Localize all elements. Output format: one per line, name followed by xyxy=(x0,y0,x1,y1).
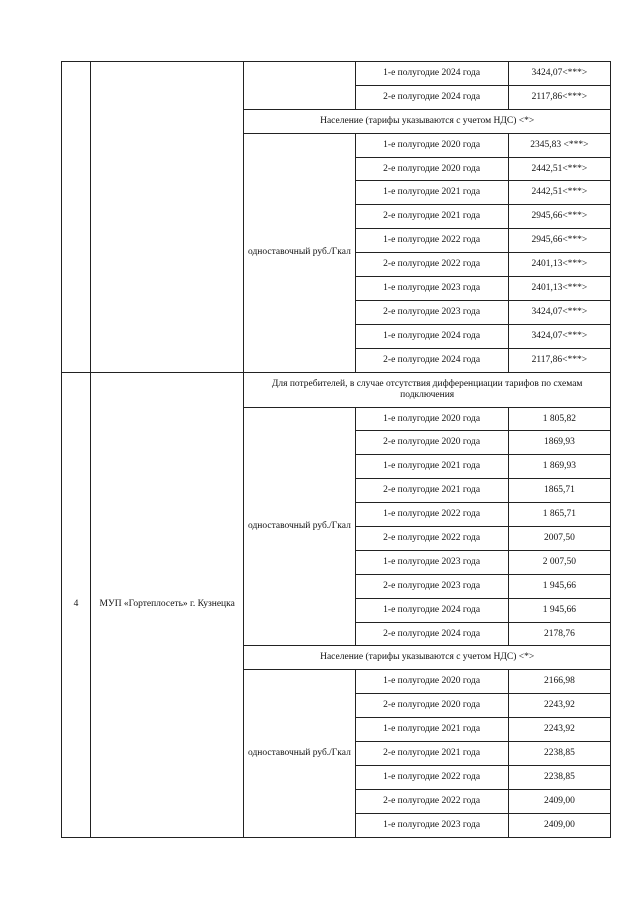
value-cell: 2442,51<***> xyxy=(508,181,610,205)
period-cell: 1-е полугодие 2023 года xyxy=(355,550,508,574)
period-cell: 1-е полугодие 2024 года xyxy=(355,62,508,86)
value-cell: 2007,50 xyxy=(508,527,610,551)
tariff-type-cell xyxy=(244,62,355,110)
period-cell: 2-е полугодие 2023 года xyxy=(355,574,508,598)
population-header: Население (тарифы указываются с учетом НДС) <*> xyxy=(244,646,611,670)
period-cell: 2-е полугодие 2021 года xyxy=(355,479,508,503)
period-cell: 1-е полугодие 2023 года xyxy=(355,277,508,301)
value-cell: 2345,83 <***> xyxy=(508,133,610,157)
value-cell: 2117,86<***> xyxy=(508,348,610,372)
value-cell: 2178,76 xyxy=(508,622,610,646)
value-cell: 2238,85 xyxy=(508,765,610,789)
value-cell: 2409,00 xyxy=(508,789,610,813)
organization-cell: МУП «Гортеплосеть» г. Кузнецка xyxy=(91,372,244,837)
table-row xyxy=(62,62,611,86)
period-cell: 1-е полугодие 2022 года xyxy=(355,765,508,789)
period-cell: 2-е полугодие 2024 года xyxy=(355,348,508,372)
period-cell: 1-е полугодие 2021 года xyxy=(355,455,508,479)
period-cell: 1-е полугодие 2020 года xyxy=(355,670,508,694)
period-cell: 2-е полугодие 2020 года xyxy=(355,431,508,455)
tariff-table xyxy=(61,61,611,838)
value-cell: 2401,13<***> xyxy=(508,253,610,277)
row-number-cell xyxy=(62,62,91,373)
period-cell: 1-е полугодие 2023 года xyxy=(355,813,508,837)
population-header: Население (тарифы указываются с учетом НДС) <*> xyxy=(244,109,611,133)
period-cell: 1-е полугодие 2020 года xyxy=(355,133,508,157)
period-cell: 2-е полугодие 2022 года xyxy=(355,527,508,551)
period-cell: 1-е полугодие 2022 года xyxy=(355,229,508,253)
value-cell: 2945,66<***> xyxy=(508,229,610,253)
tariff-type-cell: одноставочный руб./Гкал xyxy=(244,407,355,646)
tariff-type-cell: одноставочный руб./Гкал xyxy=(244,670,355,837)
value-cell: 2409,00 xyxy=(508,813,610,837)
period-cell: 1-е полугодие 2024 года xyxy=(355,324,508,348)
period-cell: 1-е полугодие 2022 года xyxy=(355,503,508,527)
value-cell: 2243,92 xyxy=(508,694,610,718)
value-cell: 2945,66<***> xyxy=(508,205,610,229)
period-cell: 2-е полугодие 2024 года xyxy=(355,85,508,109)
value-cell: 3424,07<***> xyxy=(508,62,610,86)
consumers-header: Для потребителей, в случае отсутствия дифференциации тарифов по схемам подключения xyxy=(244,372,611,407)
period-cell: 2-е полугодие 2021 года xyxy=(355,742,508,766)
period-cell: 1-е полугодие 2020 года xyxy=(355,407,508,431)
value-cell: 2166,98 xyxy=(508,670,610,694)
period-cell: 1-е полугодие 2021 года xyxy=(355,718,508,742)
value-cell: 1 805,82 xyxy=(508,407,610,431)
section-header-row xyxy=(62,372,611,407)
tariff-type-cell: одноставочный руб./Гкал xyxy=(244,133,355,372)
value-cell: 3424,07<***> xyxy=(508,300,610,324)
period-cell: 1-е полугодие 2024 года xyxy=(355,598,508,622)
value-cell: 2238,85 xyxy=(508,742,610,766)
value-cell: 3424,07<***> xyxy=(508,324,610,348)
value-cell: 2117,86<***> xyxy=(508,85,610,109)
period-cell: 2-е полугодие 2020 года xyxy=(355,157,508,181)
value-cell: 2401,13<***> xyxy=(508,277,610,301)
value-cell: 1 945,66 xyxy=(508,598,610,622)
value-cell: 1 945,66 xyxy=(508,574,610,598)
value-cell: 2 007,50 xyxy=(508,550,610,574)
period-cell: 2-е полугодие 2020 года xyxy=(355,694,508,718)
period-cell: 2-е полугодие 2022 года xyxy=(355,789,508,813)
period-cell: 2-е полугодие 2022 года xyxy=(355,253,508,277)
row-number-cell: 4 xyxy=(62,372,91,837)
period-cell: 2-е полугодие 2024 года xyxy=(355,622,508,646)
value-cell: 1 865,71 xyxy=(508,503,610,527)
period-cell: 1-е полугодие 2021 года xyxy=(355,181,508,205)
period-cell: 2-е полугодие 2021 года xyxy=(355,205,508,229)
value-cell: 1 869,93 xyxy=(508,455,610,479)
period-cell: 2-е полугодие 2023 года xyxy=(355,300,508,324)
value-cell: 2243,92 xyxy=(508,718,610,742)
value-cell: 1865,71 xyxy=(508,479,610,503)
organization-cell xyxy=(91,62,244,373)
value-cell: 2442,51<***> xyxy=(508,157,610,181)
value-cell: 1869,93 xyxy=(508,431,610,455)
